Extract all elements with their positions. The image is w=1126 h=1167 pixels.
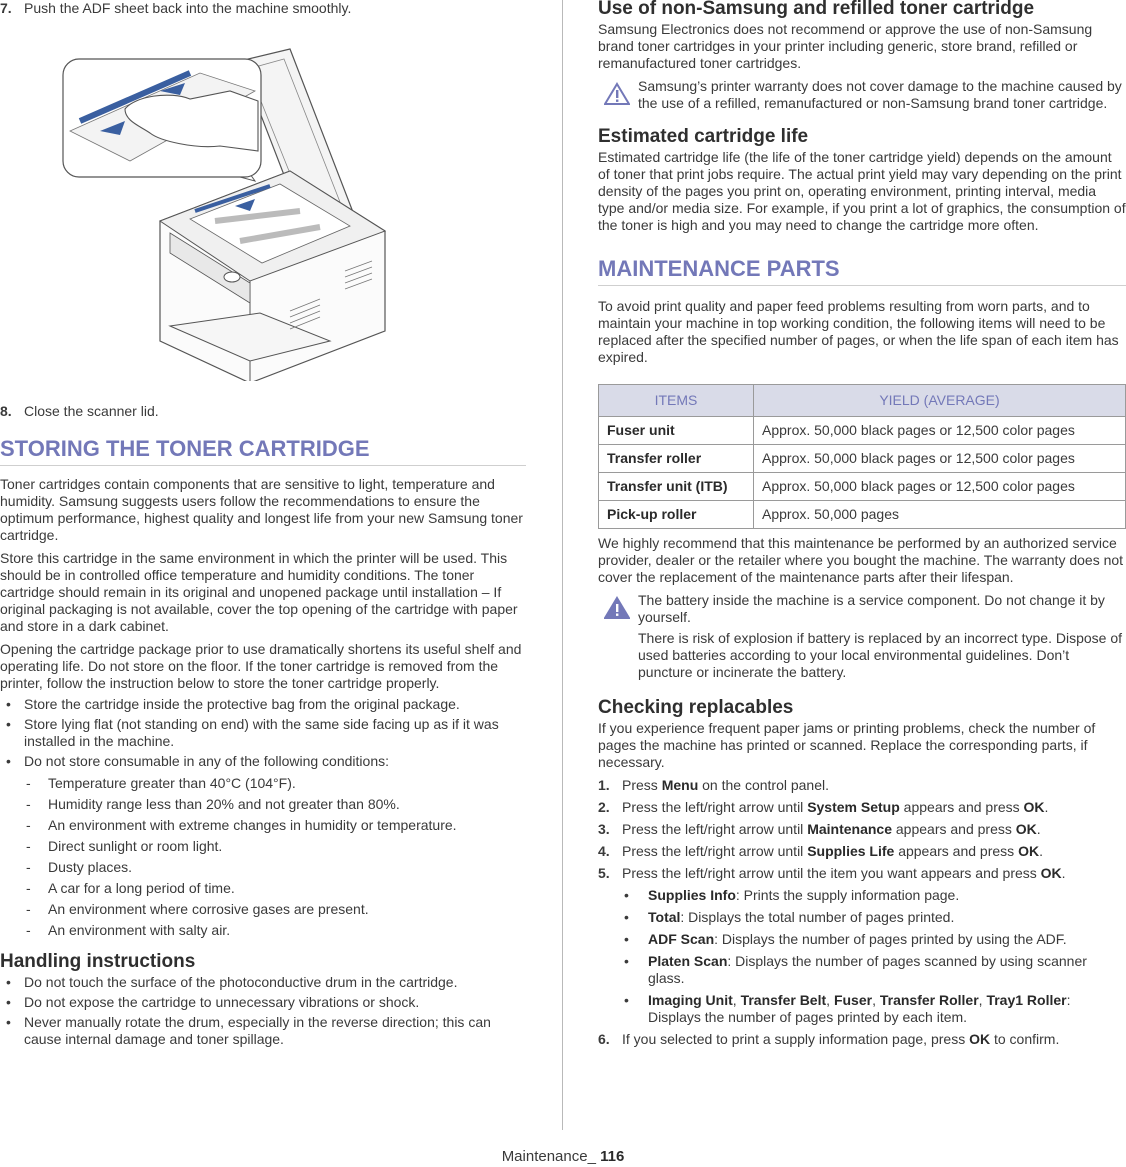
warranty-note <box>598 78 1126 112</box>
column-header-items: ITEMS <box>599 385 754 417</box>
step-text: Close the scanner lid. <box>24 403 159 419</box>
check-step-4: 4. Press the left/right arrow until Supplies Life appears and press OK. <box>598 843 1043 859</box>
maintenance-table <box>598 384 1126 529</box>
condition-item: - An environment with salty air. <box>26 922 231 938</box>
page-footer <box>0 1148 1126 1165</box>
life-heading: Estimated cartridge life <box>598 126 809 147</box>
list-item: • Supplies Info: Prints the supply information page. <box>624 887 960 903</box>
table-row: Transfer unit (ITB) Approx. 50,000 black pages or 12,500 color pages <box>599 473 1126 501</box>
step-number: 8. <box>0 403 12 419</box>
list-item: • Total: Displays the total number of pages printed. <box>624 909 955 925</box>
non-samsung-heading: Use of non-Samsung and refilled toner cartridge <box>598 0 1035 19</box>
note-text: The battery inside the machine is a service component. Do not change it by yourself. <box>638 592 1105 625</box>
storing-paragraph-2: Store this cartridge in the same environment in which the printer will be used. This should be in controlled office temperature and humidity conditions. The toner cartridge should remain in its original and unopened package until installation – If original packaging is not available, cover the top opening of the cartridge with paper and store in a dark cabinet. <box>0 550 518 634</box>
note-text: Samsung’s printer warranty does not cover damage to the machine caused by the use of a refilled, remanufactured or non-Samsung brand toner cartridge. <box>638 78 1122 111</box>
footer-label: Maintenance_ <box>501 1148 601 1165</box>
condition-item: - Humidity range less than 20% and not greater than 80%. <box>26 796 400 812</box>
non-samsung-paragraph: Samsung Electronics does not recommend or approve the use of non-Samsung brand toner cartridges in your printer including generic, store brand, refilled or remanufactured toner cartridges. <box>598 21 1093 71</box>
storing-paragraph-1: Toner cartridges contain components that are sensitive to light, temperature and humidity. Samsung suggests users follow the recommendations to ensure the optimum performance, highest quality and longest life from your new Samsung toner cartridge. <box>0 476 523 543</box>
maintenance-paragraph: To avoid print quality and paper feed problems resulting from worn parts, and to maintain your machine in top working condition, the following items will need to be replaced after the specified number of pages, or when the life span of each item has expired. <box>598 298 1119 365</box>
condition-item: - An environment where corrosive gases are present. <box>26 901 369 917</box>
printer-illustration <box>0 21 526 381</box>
list-item: • Platen Scan: Displays the number of pages scanned by using scanner glass. <box>624 953 1087 986</box>
condition-item: - An environment with extreme changes in humidity or temperature. <box>26 817 457 833</box>
table-header-row <box>599 385 1126 417</box>
condition-item: - A car for a long period of time. <box>26 880 235 896</box>
step-8 <box>0 403 526 420</box>
step-number: 7. <box>0 0 12 16</box>
check-step-5: 5. Press the left/right arrow until the item you want appears and press OK. <box>598 865 1066 881</box>
left-column <box>0 0 526 1051</box>
list-item: • Do not expose the cartridge to unnecessary vibrations or shock. <box>6 994 420 1010</box>
table-row: Pick-up roller Approx. 50,000 pages <box>599 501 1126 529</box>
table-row: Fuser unit Approx. 50,000 black pages or 12,500 color pages <box>599 417 1126 445</box>
check-step-6: 6. If you selected to print a supply information page, press OK to confirm. <box>598 1031 1060 1047</box>
condition-item: - Temperature greater than 40°C (104°F). <box>26 775 296 791</box>
list-item: • Store lying flat (not standing on end) with the same side facing up as if it was installed in the machine. <box>6 716 499 749</box>
list-item: • Never manually rotate the drum, especially in the reverse direction; this can cause internal damage and toner spillage. <box>6 1014 491 1047</box>
storing-paragraph-3: Opening the cartridge package prior to use dramatically shortens its useful shelf and operating life. Do not store on the floor. If the toner cartridge is removed from the printer, follow the instruction below to store the toner cartridge properly. <box>0 641 522 691</box>
page-number: 116 <box>600 1148 625 1165</box>
step-text: Push the ADF sheet back into the machine smoothly. <box>24 0 352 16</box>
table-row: Transfer roller Approx. 50,000 black pages or 12,500 color pages <box>599 445 1126 473</box>
storing-heading: STORING THE TONER CARTRIDGE <box>0 436 526 466</box>
list-item: • Do not touch the surface of the photoconductive drum in the cartridge. <box>6 974 458 990</box>
condition-item: - Dusty places. <box>26 859 133 875</box>
check-step-1: 1. Press Menu on the control panel. <box>598 777 830 793</box>
checking-heading: Checking replacables <box>598 697 794 718</box>
list-item: • Store the cartridge inside the protective bag from the original package. <box>6 696 460 712</box>
maintenance-recommendation: We highly recommend that this maintenance be performed by an authorized service provider, dealer or the retailer where you bought the machine. The warranty does not cover the replacement of the maintenance parts after their lifespan. <box>598 535 1124 585</box>
note-text: There is risk of explosion if battery is replaced by an incorrect type. Dispose of used batteries according to your local environmental guidelines. Don’t puncture or incinerate the battery. <box>638 630 1122 680</box>
check-step-3: 3. Press the left/right arrow until Maintenance appears and press OK. <box>598 821 1041 837</box>
list-item: • ADF Scan: Displays the number of pages printed by using the ADF. <box>624 931 1067 947</box>
life-paragraph: Estimated cartridge life (the life of the toner cartridge yield) depends on the amount of toner that print jobs require. The actual print yield may vary depending on the print density of the pages you print on, operating environment, printing interval, media type and/or media size. For example, if you print a lot of graphics, the consumption of the toner is high and you may need to change the cartridge more often. <box>598 149 1126 233</box>
checking-paragraph: If you experience frequent paper jams or printing problems, check the number of pages the machine has printed or scanned. Replace the corresponding parts, if necessary. <box>598 720 1096 770</box>
column-header-yield: YIELD (AVERAGE) <box>754 385 1126 417</box>
battery-note <box>598 592 1126 681</box>
condition-item: - Direct sunlight or room light. <box>26 838 223 854</box>
list-item: • Imaging Unit, Transfer Belt, Fuser, Transfer Roller, Tray1 Roller: Displays the number of pages printed by each item. <box>624 992 1071 1025</box>
right-column <box>598 0 1126 1052</box>
warning-icon <box>604 82 630 106</box>
check-step-2: 2. Press the left/right arrow until System Setup appears and press OK. <box>598 799 1049 815</box>
step-7 <box>0 0 526 17</box>
maintenance-heading: MAINTENANCE PARTS <box>598 256 1126 286</box>
handling-heading: Handling instructions <box>0 951 196 972</box>
list-item: • Do not store consumable in any of the following conditions: <box>6 753 389 769</box>
warning-icon <box>604 596 630 620</box>
column-divider <box>562 0 563 1130</box>
